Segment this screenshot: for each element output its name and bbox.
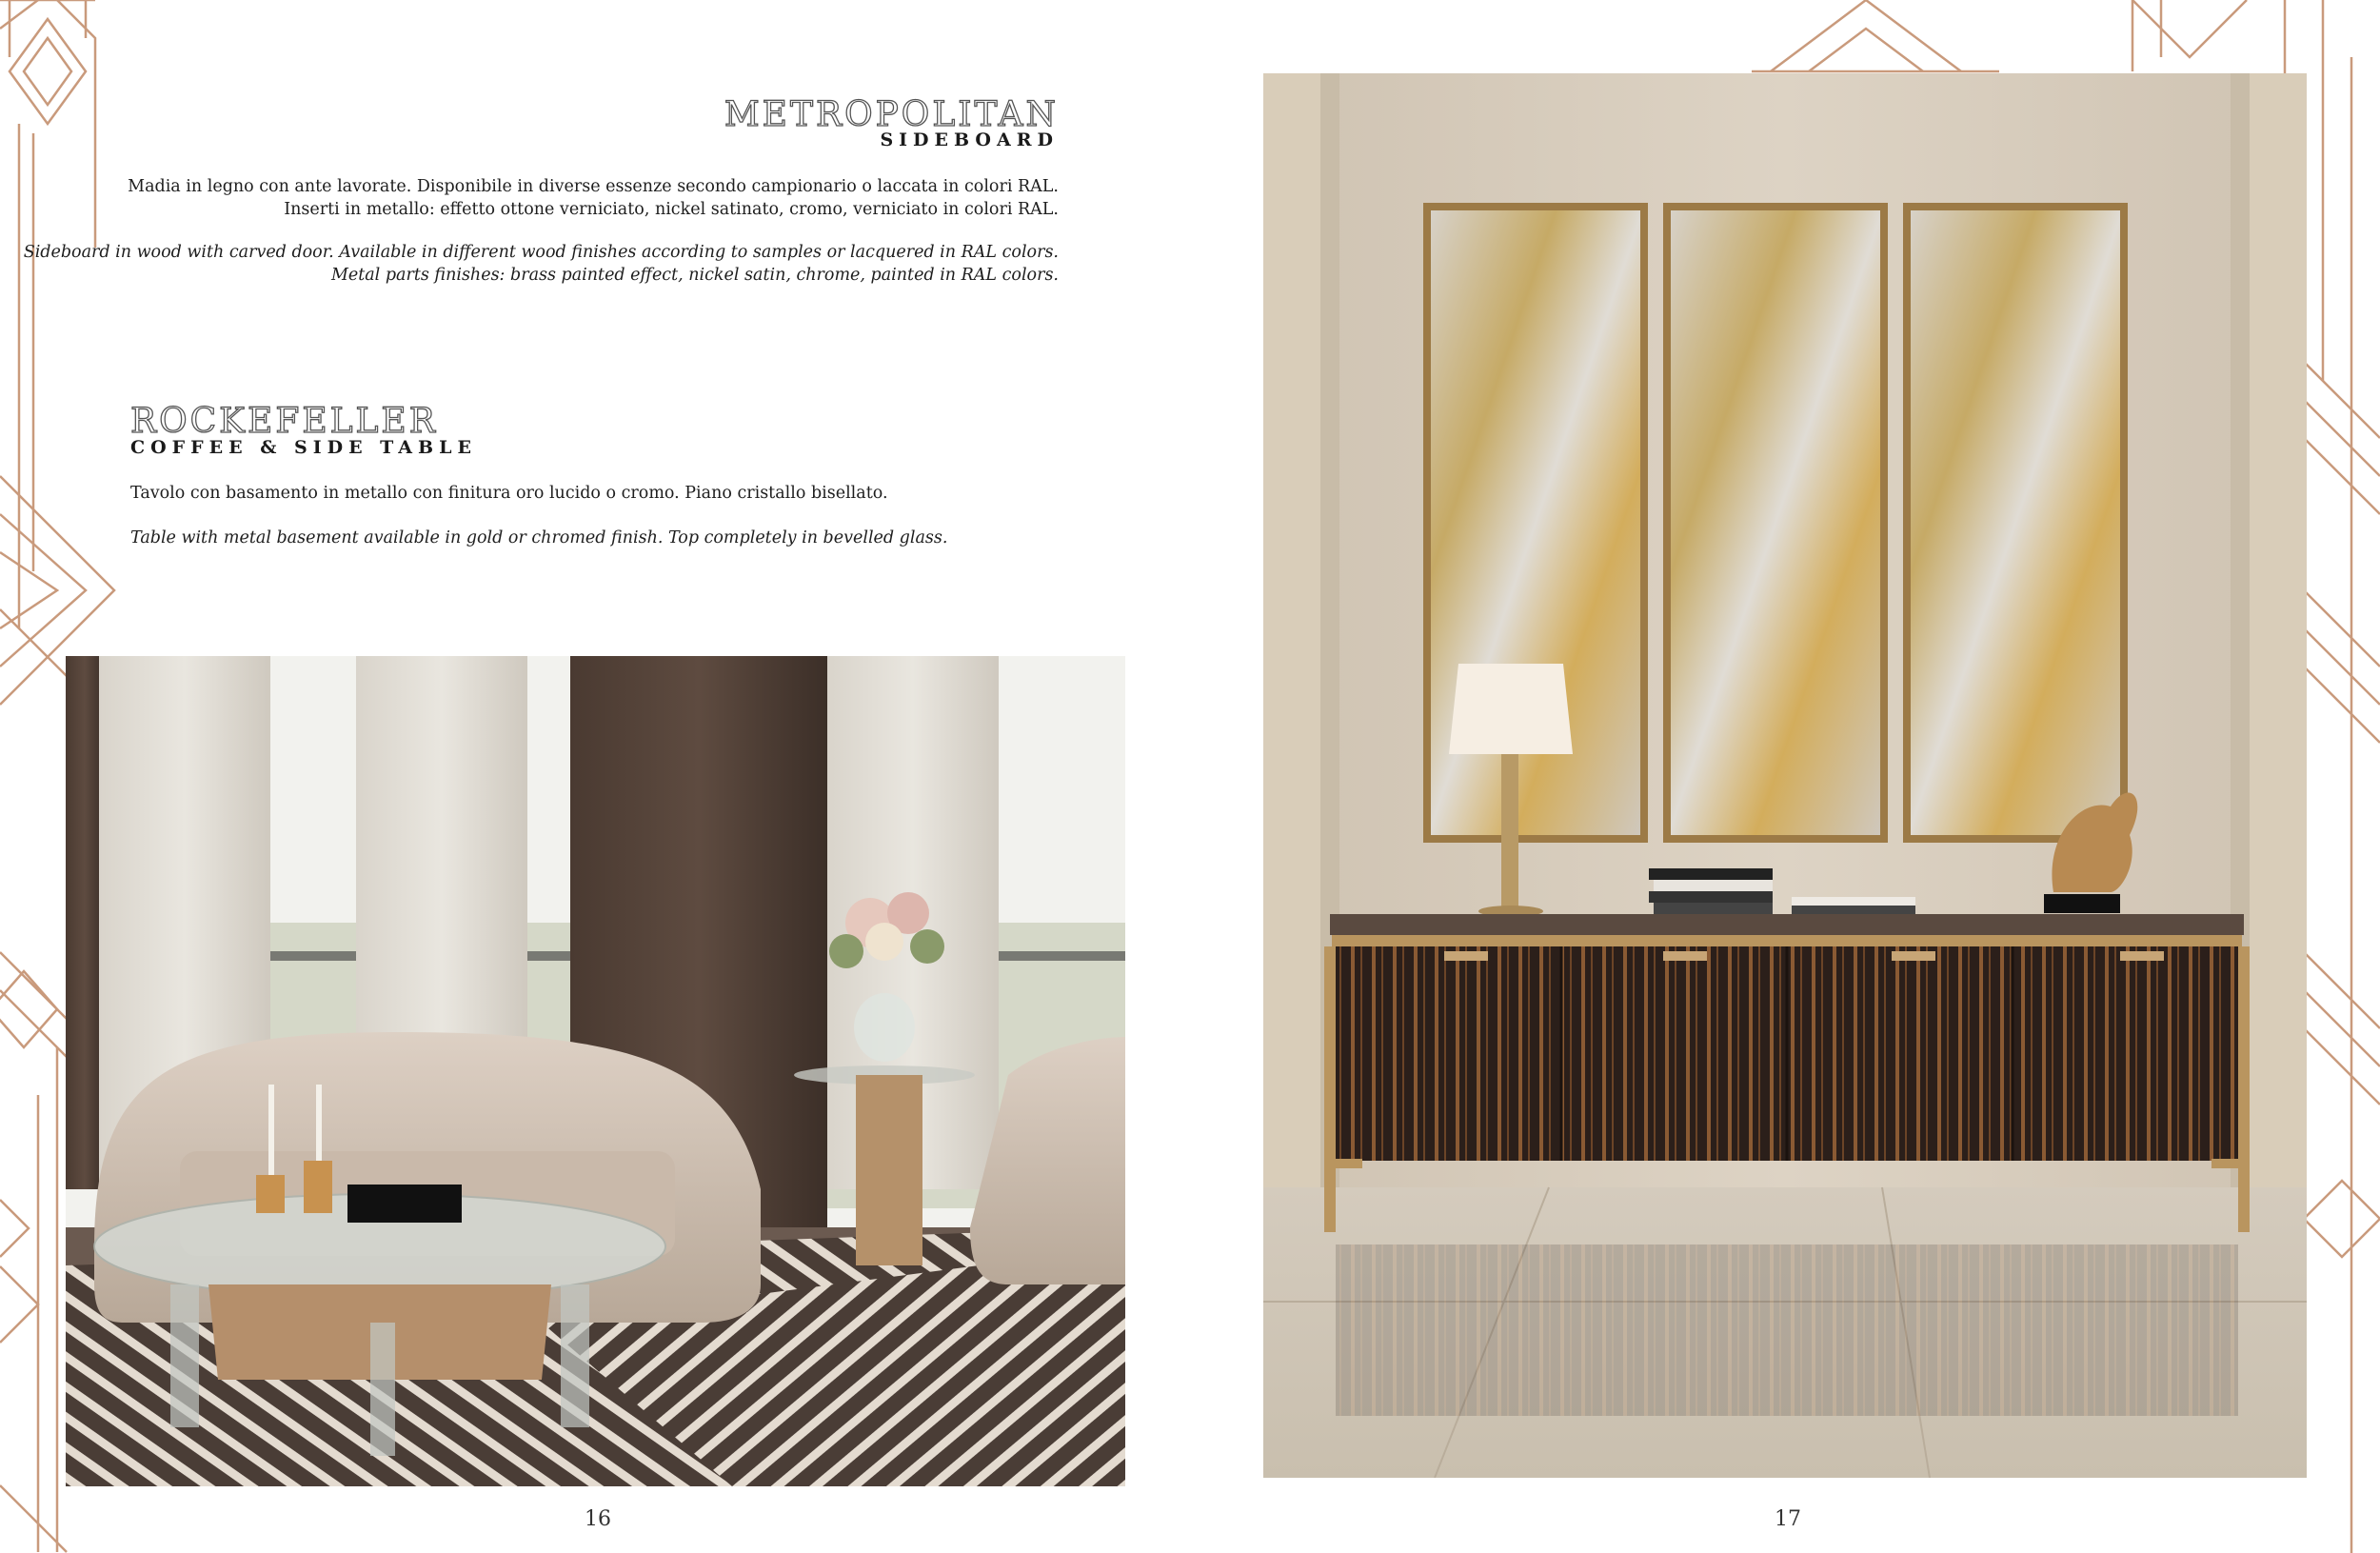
metropolitan-sideboard-photo	[1263, 73, 2307, 1478]
metropolitan-description-en	[24, 241, 1059, 287]
rockefeller-subtitle: COFFEE & SIDE TABLE	[130, 437, 477, 458]
rockefeller-description-it	[130, 482, 888, 505]
metropolitan-description-en-line: Sideboard in wood with carved door. Available in different wood finishes according to samples or lacquered in RAL colors.	[23, 243, 1059, 262]
page-number-right: 17	[1775, 1507, 1801, 1531]
rockefeller-title: ROCKEFELLER	[130, 402, 438, 441]
page-number-left: 16	[585, 1507, 611, 1531]
rockefeller-description-en-line: Table with metal basement available in gold or chromed finish. Top completely in bevelled glass.	[130, 528, 948, 548]
metropolitan-description-it	[128, 175, 1059, 221]
rockefeller-description-it-line: Tavolo con basamento in metallo con finitura oro lucido o cromo. Piano cristallo bisellato.	[130, 484, 888, 503]
metropolitan-description-it-line: Inserti in metallo: effetto ottone verniciato, nickel satinato, cromo, verniciato in colori RAL.	[284, 200, 1059, 219]
metropolitan-title: METROPOLITAN	[724, 95, 1059, 134]
rockefeller-description-en	[130, 527, 947, 549]
metropolitan-subtitle: SIDEBOARD	[880, 129, 1059, 150]
metropolitan-description-en-line: Metal parts finishes: brass painted effect, nickel satin, chrome, painted in RAL colors.	[330, 266, 1059, 285]
metropolitan-description-it-line: Madia in legno con ante lavorate. Disponibile in diverse essenze secondo campionario o laccata in colori RAL.	[128, 177, 1059, 196]
rockefeller-living-room-photo	[66, 656, 1125, 1486]
